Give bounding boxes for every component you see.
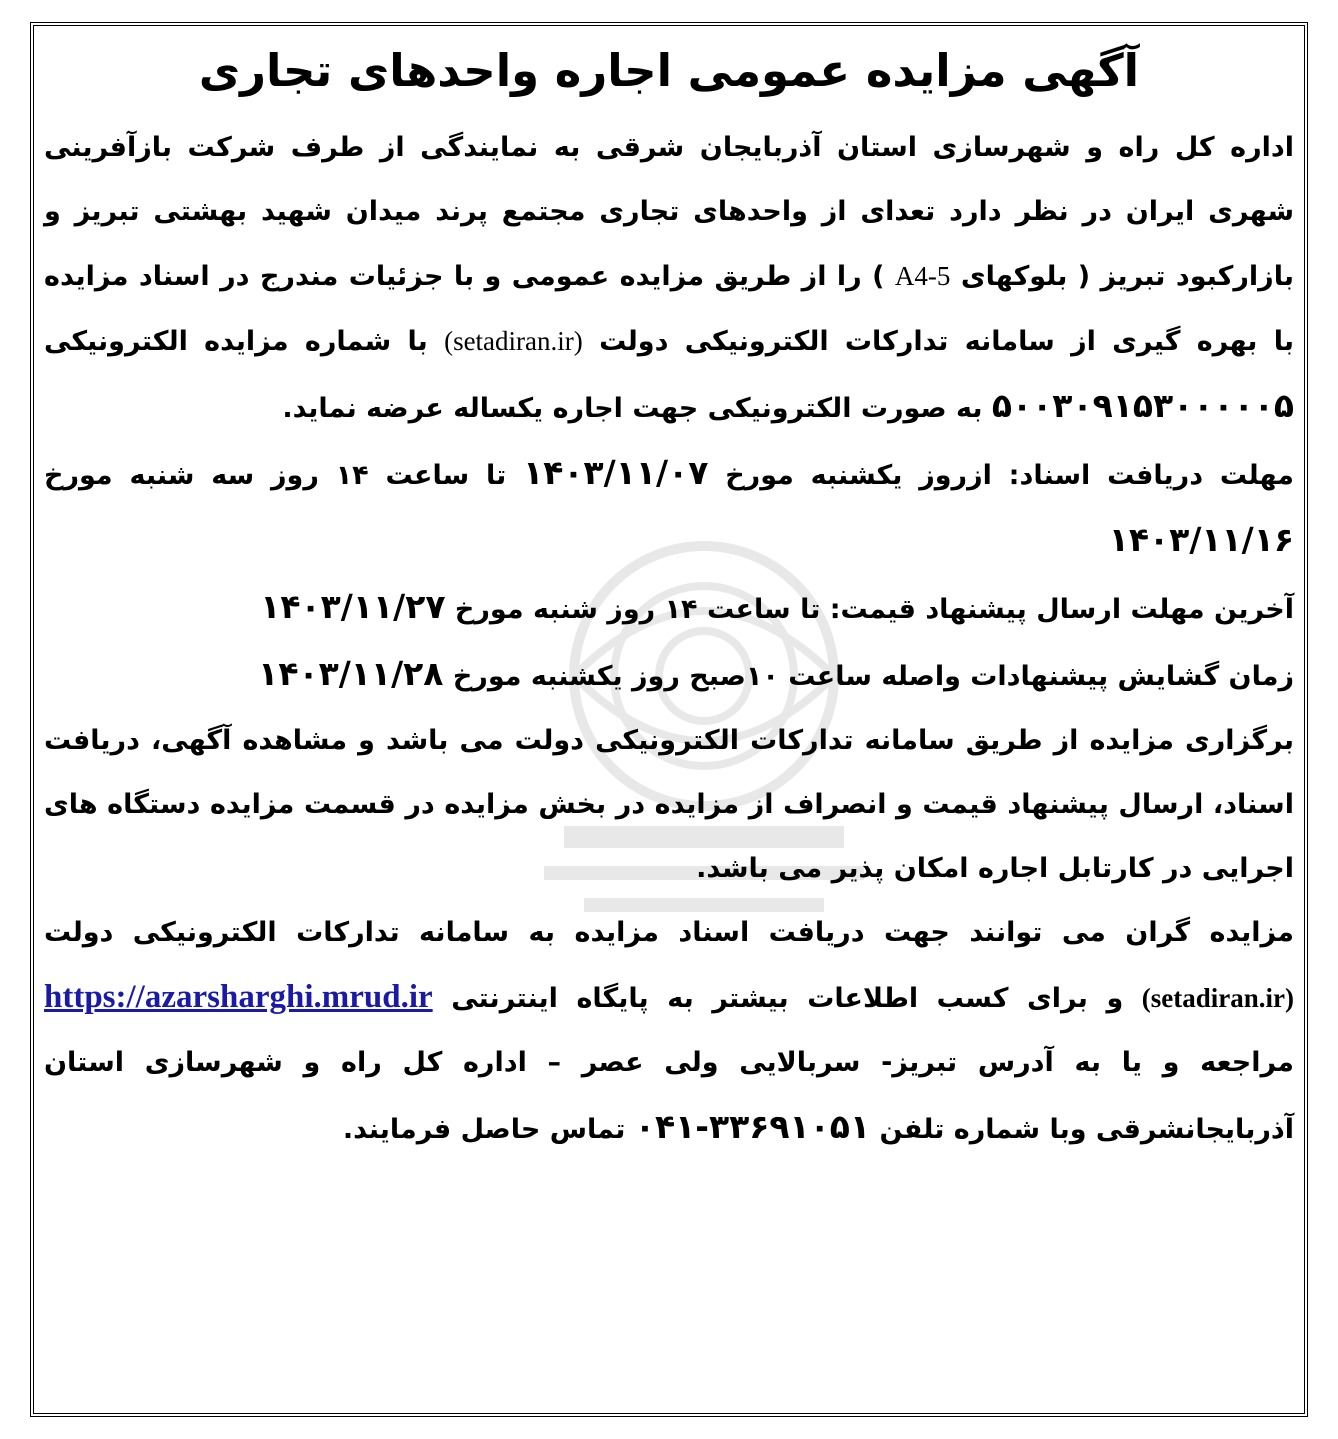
opening-date: ۱۴۰۳/۱۱/۲۸ (258, 654, 444, 693)
intro-text-4: به صورت الکترونیکی جهت اجاره یکساله عرضه نماید. (282, 393, 983, 424)
auction-number: ۵۰۰۳۰۹۱۵۳۰۰۰۰۰۵ (991, 386, 1294, 425)
intro-text-1: اداره کل راه و شهرسازی استان آذربایجان شرقی به نمایندگی از طرف شرکت بازآفرینی شهری ایران در نظر دارد تعدای از واحدهای تجاری مجتمع پرند میدان شهید بهشتی تبریز و بازارکبود تبریز ( بلوکهای (44, 132, 1294, 292)
block-code: A4-5 (894, 261, 951, 291)
bids-deadline-date: ۱۴۰۳/۱۱/۲۷ (260, 587, 446, 626)
documents-deadline (44, 441, 1294, 575)
contact-text-1: مزایده گران می توانند جهت دریافت اسناد مزایده به سامانه تدارکات الکترونیکی دولت (44, 917, 1294, 948)
documents-start-date: ۱۴۰۳/۱۱/۰۷ (523, 453, 709, 492)
notice-content (44, 26, 1294, 1162)
procedure-paragraph: برگزاری مزایده از طریق سامانه تدارکات الکترونیکی دولت می باشد و مشاهده آگهی، دریافت اسناد، ارسال پیشنهاد قیمت و انصراف از مزایده در بخش مزایده در قسمت مزایده دستگاه های اجرایی در کارتابل اجاره امکان پذیر می باشد. (44, 725, 1294, 884)
bids-deadline-text: آخرین مهلت ارسال پیشنهاد قیمت: تا ساعت ۱۴ روز شنبه مورخ (454, 594, 1294, 625)
auction-notice (30, 22, 1308, 1417)
contact-paragraph (44, 901, 1294, 1162)
documents-end-date: ۱۴۰۳/۱۱/۱۶ (1108, 520, 1294, 559)
website-link[interactable]: https://azarsharghi.mrud.ir (44, 979, 433, 1015)
intro-text-3: با شماره مزایده الکترونیکی (44, 326, 428, 357)
notice-title: آگهی مزایده عمومی اجاره واحدهای تجاری (198, 44, 1140, 97)
setadiran-site: (setadiran.ir) (444, 326, 583, 356)
contact-text-4: تماس حاصل فرمایند. (342, 1114, 626, 1145)
contact-text-3: مراجعه و یا به آدرس تبریز- سربالایی ولی عصر – اداره کل راه و شهرسازی استان آذربایجانشرقی وبا شماره تلفن (44, 1047, 1294, 1145)
contact-text-2: و برای کسب اطلاعات بیشتر به پایگاه اینترنتی (451, 983, 1124, 1014)
setadiran-site-2: (setadiran.ir) (1141, 983, 1294, 1013)
intro-paragraph (44, 116, 1294, 441)
opening-time-text: زمان گشایش پیشنهادات واصله ساعت ۱۰صبح روز یکشنبه مورخ (452, 661, 1294, 692)
opening-time (44, 642, 1294, 709)
bids-deadline (44, 575, 1294, 642)
intro-text-2: ) را از طریق مزایده عمومی و با جزئیات مندرج در اسناد مزایده با بهره گیری از سامانه تدارکات الکترونیکی دولت (44, 261, 1294, 357)
documents-deadline-text-2: تا ساعت ۱۴ روز سه شنبه مورخ (44, 460, 507, 491)
documents-deadline-text-1: مهلت دریافت اسناد: ازروز یکشنبه مورخ (725, 460, 1295, 491)
phone-number: ۰۴۱-۳۳۶۹۱۰۵۱ (634, 1107, 871, 1146)
